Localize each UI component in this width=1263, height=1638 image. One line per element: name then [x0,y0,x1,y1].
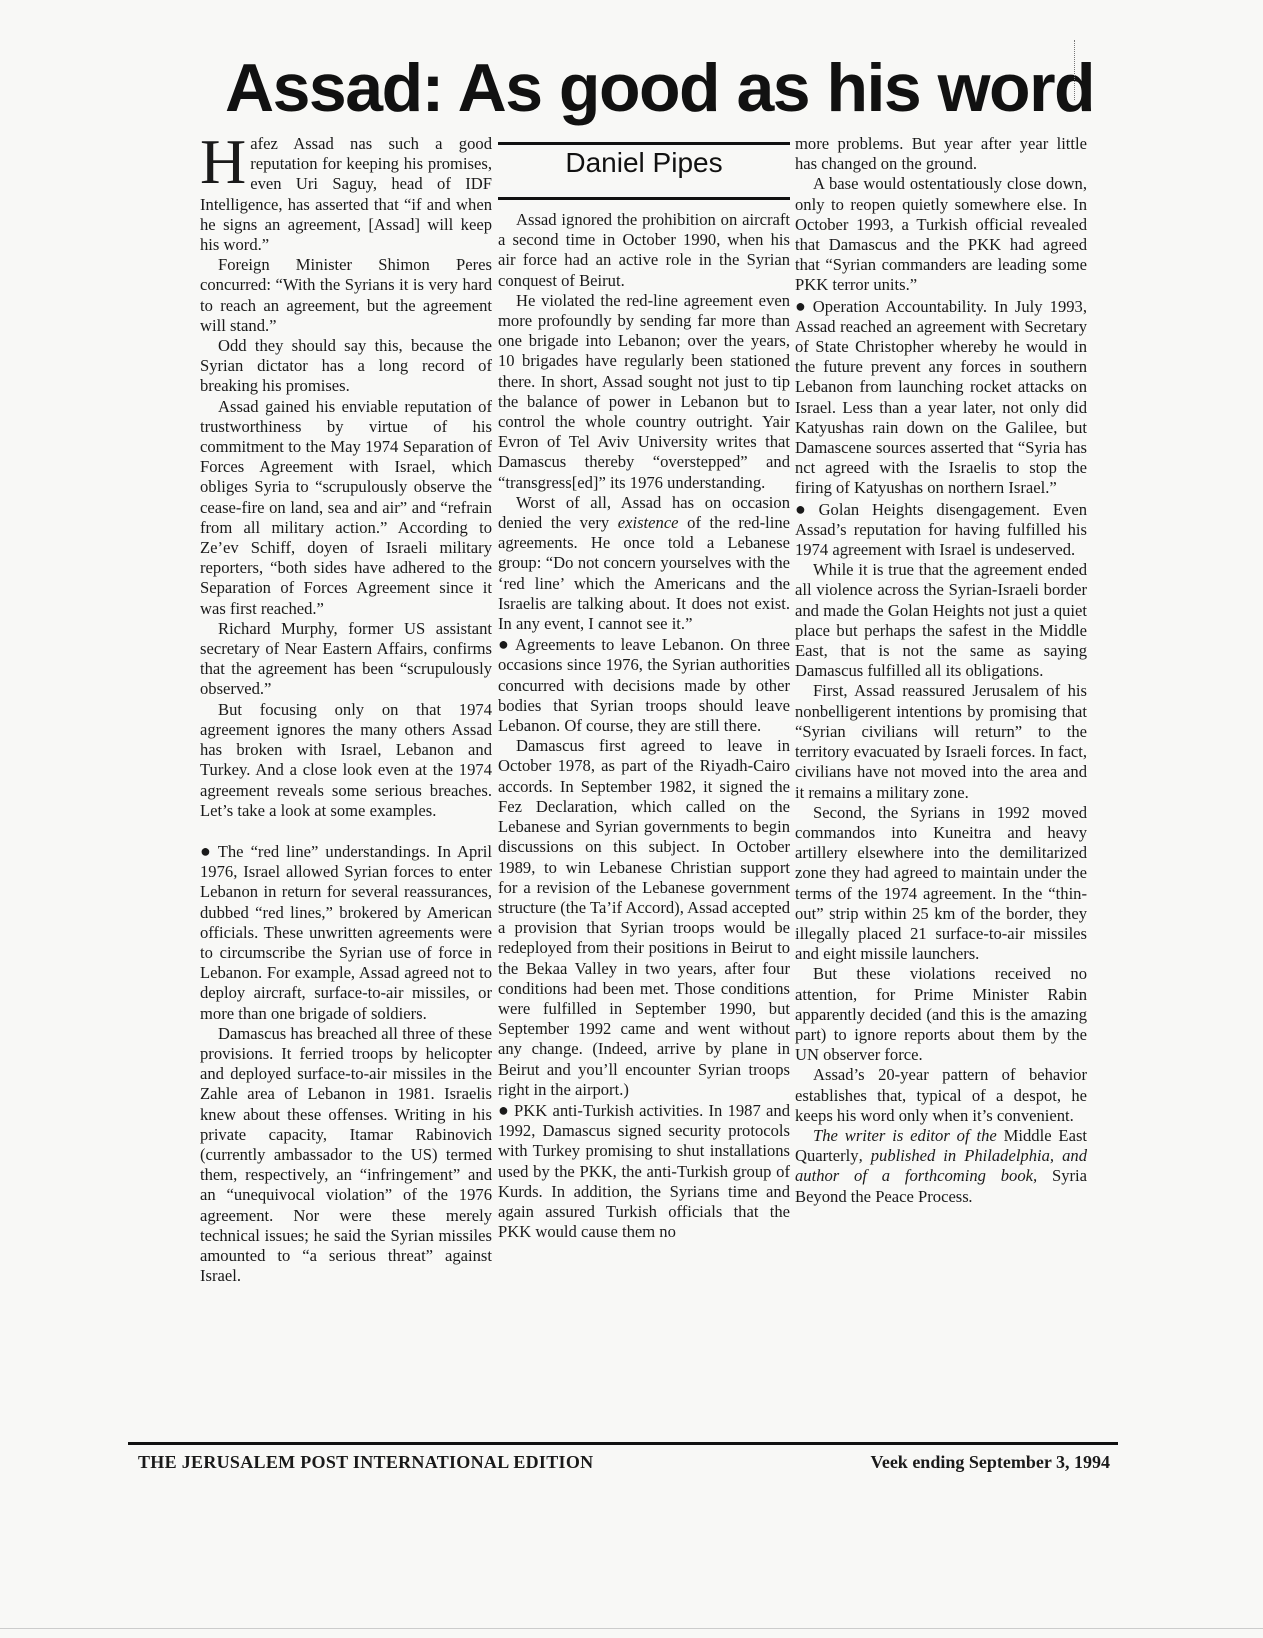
note-text: . [968,1186,973,1206]
paragraph: more problems. But year after year little has changed on the ground. [795,134,1087,174]
paragraph-text: Agreements to leave Lebanon. On three occasions since 1976, the Syrian authorities concurred with decisions made by other bodies that Syrian troops should leave Lebanon. Of course, they are still there. [498,635,790,736]
paragraph-text: PKK anti-Turkish activities. In 1987 and 1992, Damascus signed security protocols with Turkey promising to shut installations used by the PKK, the anti-Turkish group of Kurds. In addition, the Syrians time and again assured Turkish officials that the PKK would cause them no [498,1100,791,1242]
emphasis: existence [617,513,679,533]
paragraph-text: of the red-line agreements. He once told a Lebanese group: “Do not concern yourselves with the ‘red line’ which the Americans and the Israelis are talking about. It does not exist. In any event, I cannot see it.” [498,513,791,634]
scan-artifact [1074,40,1079,100]
paragraph-text: Operation Accountability. In July 1993, Assad reached an agreement with Secretary of State Christopher whereby he would in the future prevent any forces in southern Lebanon from launching rocket attacks on Israel. Less than a year later, not only did Katyushas rain down on the Galilee, but Damascene sources asserted that “Syria has nct agreed with the Israelis to stop the firing of Katyushas on northern Israel.” [795,296,1087,498]
paragraph: First, Assad reassured Jerusalem of his nonbelligerent intentions by promising that “Syrian civilians will return” to the territory evacuated by Israeli forces. In fact, civilians have not moved into the area and it remains a military zone. [795,681,1087,802]
paragraph-text: The “red line” understandings. In April 1976, Israel allowed Syrian forces to enter Lebanon in return for several reassurances, dubbed “red lines,” brokered by American officials. These unwritten agreements were to circumscribe the Syrian use of force in Lebanon. For example, Assad agreed not to deploy aircraft, surface-to-air missiles, or more than one brigade of soldiers. [200,841,492,1023]
bullet-icon: ● [200,840,214,861]
scan-edge [0,1628,1263,1629]
paragraph [498,493,790,634]
paragraph: Assad’s 20-year pattern of behavior establishes that, typical of a despot, he keeps his word only when it’s convenient. [795,1065,1087,1125]
paragraph: Damascus first agreed to leave in October 1978, as part of the Riyadh-Cairo accords. In September 1982, it signed the Fez Declaration, which called on the Lebanese and Syrian governments to begin discussions on this subject. In October 1989, to win Lebanese Christian support for a revision of the Lebanese government structure (the Ta’if Accord), Assad accepted a provision that Syrian troops would be redeployed from their positions in Beirut to the Bekaa Valley in two years, after four conditions had been met. Those conditions were fulfilled in September 1990, but September 1992 came and went without any change. (Indeed, arrive by plane in Beirut and you’ll encounter Syrian troops right in the airport.) [498,736,790,1099]
paragraph [795,499,1087,561]
paragraph: Foreign Minister Shimon Peres concurred: “With the Syrians it is very hard to reach an agreement, but the agreement will stand.” [200,255,492,335]
footer-rule [128,1442,1118,1445]
byline: Daniel Pipes [565,147,723,178]
paragraph: While it is true that the agreement ended all violence across the Syrian-Israeli border and made the Golan Heights not just a quiet place but perhaps the safest in the Middle East, that is not the same as saying Damascus fulfilled all its obligations. [795,560,1087,681]
dropcap: H [200,126,247,197]
paragraph [200,126,492,255]
paragraph: But these violations received no attention, for Prime Minister Rabin apparently decided (and this is the amazing part) to ignore reports about them by the UN observer force. [795,964,1087,1065]
paragraph-text: Golan Heights disengagement. Even Assad’s reputation for having fulfilled his 1974 agreement with Israel is undeserved. [795,499,1087,560]
paragraph [498,634,790,736]
paragraph-text: Worst of all, Assad has on occasion denied the very [498,492,790,533]
bullet-icon: ● [498,1099,510,1120]
byline-box [498,142,790,200]
note-text: The writer is editor of the [813,1125,1004,1145]
author-note [795,1126,1087,1207]
issue-date: Veek ending September 3, 1994 [870,1452,1110,1472]
note-text: , published in Philadelphia, and author of a forthcoming book, [795,1146,1087,1186]
paragraph: Richard Murphy, former US assistant secretary of Near Eastern Affairs, confirms that the agreement has been “scrupulously observed.” [200,618,492,699]
paragraph: Assad gained his enviable reputation of trustworthiness by virtue of his commitment to the May 1974 Separation of Forces Agreement with Israel, which obliges Syria to “scrupulously observe the cease-fire on land, sea and air” and “refrain from all military action.” According to Ze’ev Schiff, doyen of Israeli military reporters, “both sides have adhered to the Separation of Forces Agreement since it was first reached.” [200,396,492,618]
paragraph: A base would ostentatiously close down, only to reopen quietly somewhere else. In October 1993, a Turkish official revealed that Damascus and the PKK had agreed that “Syrian commanders are leading some PKK terror units.” [795,174,1087,295]
bullet-icon: ● [795,295,809,316]
paragraph [200,841,492,1024]
headline: Assad: As good as his word [225,50,1095,126]
publication-name: THE JERUSALEM POST INTERNATIONAL EDITION [138,1452,594,1472]
column-3 [795,134,1087,1207]
paragraph: Assad ignored the prohibition on aircraft a second time in October 1990, when his air force had an active role in the Syrian conquest of Beirut. [498,210,790,290]
bullet-icon: ● [795,498,815,519]
paragraph: But focusing only on that 1974 agreement ignores the many others Assad has broken with Israel, Lebanon and Turkey. And a close look even at the 1974 agreement reveals some serious breaches. Let’s take a look at some examples. [200,699,492,820]
paragraph [498,1100,790,1242]
paragraph-text: afez Assad nas such a good reputation for keeping his promises, even Uri Saguy, head of IDF Intelligence, has asserted that “if and when he signs an agreement, [Assad] will keep his word.” [200,134,492,255]
paragraph: Odd they should say this, because the Syrian dictator has a long record of breaking his promises. [200,336,492,396]
paragraph: He violated the red-line agreement even more profoundly by sending far more than one brigade into Lebanon; over the years, 10 brigades have regularly been stationed there. In short, Assad sought not just to tip the balance of power in Lebanon but to control the whole country outright. Yair Evron of Tel Aviv University writes that Damascus thereby “overstepped” and “transgress[ed]” its 1976 understanding. [498,290,790,492]
paragraph: Second, the Syrians in 1992 moved commandos into Kuneitra and heavy artillery elsewhere into the demilitarized zone they had agreed to maintain under the terms of the 1974 agreement. In the “thin-out” strip within 25 km of the border, they illegally placed 21 surface-to-air missiles and eight missile launchers. [795,802,1087,964]
paragraph: Damascus has breached all three of these provisions. It ferried troops by helicopter and deployed surface-to-air missiles in the Zahle area of Lebanon in 1981. Israelis knew about these offenses. Writing in his private capacity, Itamar Rabinovich (currently ambassador to the US) termed them, respectively, an “infringement” and an “unequivocal violation” of the 1976 agreement. Nor were these merely technical issues; he said the Syrian missiles amounted to “a serious threat” against Israel. [200,1023,492,1286]
column-2 [498,136,790,1242]
note-title: Syria Beyond the Peace Process [795,1166,1087,1206]
column-1 [200,126,492,1286]
bullet-icon: ● [498,634,511,655]
paragraph [795,296,1087,499]
note-title: Middle East Quarterly [795,1125,1088,1166]
